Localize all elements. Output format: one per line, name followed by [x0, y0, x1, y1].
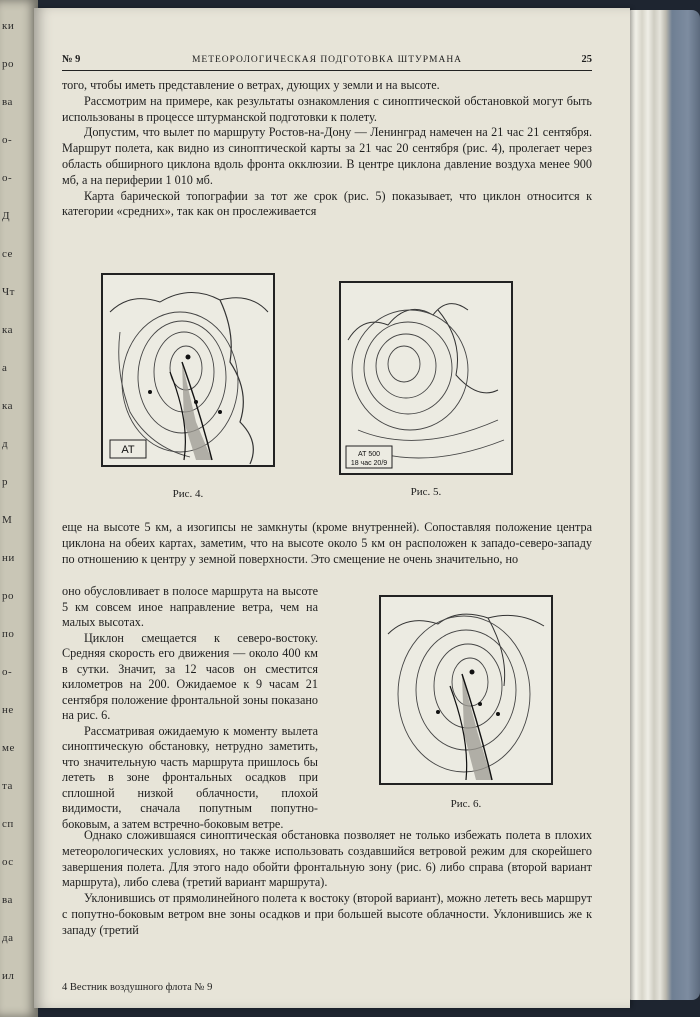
page-number: 25: [581, 54, 592, 65]
left-page-text-fragment: ил: [2, 970, 15, 982]
paragraph: Карта барической топографии за тот же срок (рис. 5) показывает, что циклон относится к категории «средних», так как он прослеживается: [62, 188, 592, 219]
book-page-stack: [628, 10, 700, 1000]
paragraph: Однако сложившаяся синоптическая обстановка позволяет не только избежать полета в плохих метеорологических условиях, но также использовать создавшийся ветровой режим для скорейшего завершения полета. Для этого надо обойти фронтальную зону (рис. 6) либо справа (второй вариант маршрута), либо слева (третий вариант маршрута).: [62, 828, 592, 890]
fig5-stamp-line2: 18 час 20/9: [350, 460, 388, 467]
left-page-text-fragment: ва: [2, 894, 13, 906]
running-title: МЕТЕОРОЛОГИЧЕСКАЯ ПОДГОТОВКА ШТУРМАНА: [191, 55, 463, 65]
figure-6-caption: Рис. 6.: [450, 798, 482, 810]
left-page-edge: [0, 0, 38, 1017]
left-page-text-fragment: по: [2, 628, 15, 640]
left-page-text-fragment: д: [2, 438, 9, 450]
left-page-text-fragment: Д: [2, 210, 11, 222]
left-page-text-fragment: ме: [2, 742, 15, 754]
paragraph: Рассматривая ожидаемую к моменту вылета синоптическую обстановку, нетрудно заметить, что значительную часть маршрута пришлось бы лететь в зоне фронтальных осадков при сплошной низкой облачности, плохой видимости, сначала попутным попутно-боковым, а затем встречно-боковым ветре.: [62, 723, 318, 831]
fig5-stamp-line1: АТ 500: [357, 451, 381, 458]
figure-5: [338, 280, 514, 502]
paragraph: Уклонившись от прямолинейного полета к востоку (второй вариант), можно лететь весь маршрут с попутно-боковым ветром вне зоны осадков и при большей высоте облачности. Уклонившись же к западу (третий: [62, 891, 592, 937]
left-page-text-fragment: ки: [2, 20, 15, 32]
left-page-text-fragment: о-: [2, 666, 13, 678]
left-page-text-fragment: о-: [2, 172, 13, 184]
paragraph: того, чтобы иметь представление о ветрах, дующих у земли и на высоте.: [62, 78, 440, 92]
left-page-text-fragment: ос: [2, 856, 14, 868]
left-page-text-fragment: сп: [2, 818, 14, 830]
left-page-text-fragment: а: [2, 362, 8, 374]
weather-map-fig6: [378, 594, 554, 786]
issue-number: № 9: [62, 54, 81, 65]
figure-6: [378, 594, 554, 820]
left-page-text-fragment: о-: [2, 134, 13, 146]
paragraph: оно обусловливает в полосе маршрута на высоте 5 км совсем иное направление ветра, чем на малых высотах.: [62, 584, 318, 629]
figure-4-caption: Рис. 4.: [172, 488, 204, 500]
weather-map-fig4: [100, 272, 276, 468]
paragraph: Допустим, что вылет по маршруту Ростов-на-Дону — Ленинград намечен на 21 час 21 сентября. Маршрут полета, как видно из синоптической карты за 21 час 20 сентября (рис. 4), пролегает через область обширного циклона вдоль фронта окклюзии. В центре циклона давление воздуха менее 900 мб, а на периферии 1 010 мб.: [62, 125, 592, 187]
book-page: [34, 8, 630, 1008]
paragraph: еще на высоте 5 км, а изогипсы не замкнуты (кроме внутренней). Сопоставляя положение центра циклона на обеих картах, заметим, что на высоте около 5 км он расположен к западо-северо-западу по отношению к центру у земной поверхности. Это смещение не очень значительно, но: [62, 520, 592, 566]
left-page-text-fragment: да: [2, 932, 14, 944]
running-header: [62, 52, 592, 71]
left-page-text-fragment: р: [2, 476, 8, 488]
page-footer: 4 Вестник воздушного флота № 9: [62, 982, 213, 993]
figure-4: [100, 272, 276, 500]
left-page-text-fragment: не: [2, 704, 14, 716]
fig4-stamp: AT: [121, 444, 135, 456]
left-page-text-fragment: се: [2, 248, 13, 260]
left-page-text-fragment: М: [2, 514, 13, 526]
body-text-bottom: [62, 828, 592, 939]
left-page-text-fragment: ро: [2, 590, 14, 602]
left-page-text-fragment: Чт: [2, 286, 15, 298]
paragraph: Рассмотрим на примере, как результаты ознакомления с синоптической обстановкой могут быть использованы в процессе штурманской подготовки к полету.: [62, 93, 592, 124]
figure-5-caption: Рис. 5.: [410, 486, 442, 498]
body-text-mid: [62, 520, 592, 567]
body-text-column: [62, 584, 318, 832]
body-text-top: [62, 78, 592, 220]
weather-map-fig5: [338, 280, 514, 476]
left-page-text-fragment: ро: [2, 58, 14, 70]
left-page-text-fragment: ка: [2, 400, 14, 412]
left-page-text-fragment: ка: [2, 324, 14, 336]
left-page-text-fragment: та: [2, 780, 13, 792]
left-page-text-fragment: ни: [2, 552, 15, 564]
paragraph: Циклон смещается к северо-востоку. Средняя скорость его движения — около 400 км в сутки. Значит, за 12 часов он сместится километров на 200. Ожидаемое к 9 часам 21 сентября положение фронтальной зоны показано на рис. 6.: [62, 630, 318, 722]
left-page-text-fragment: ва: [2, 96, 13, 108]
